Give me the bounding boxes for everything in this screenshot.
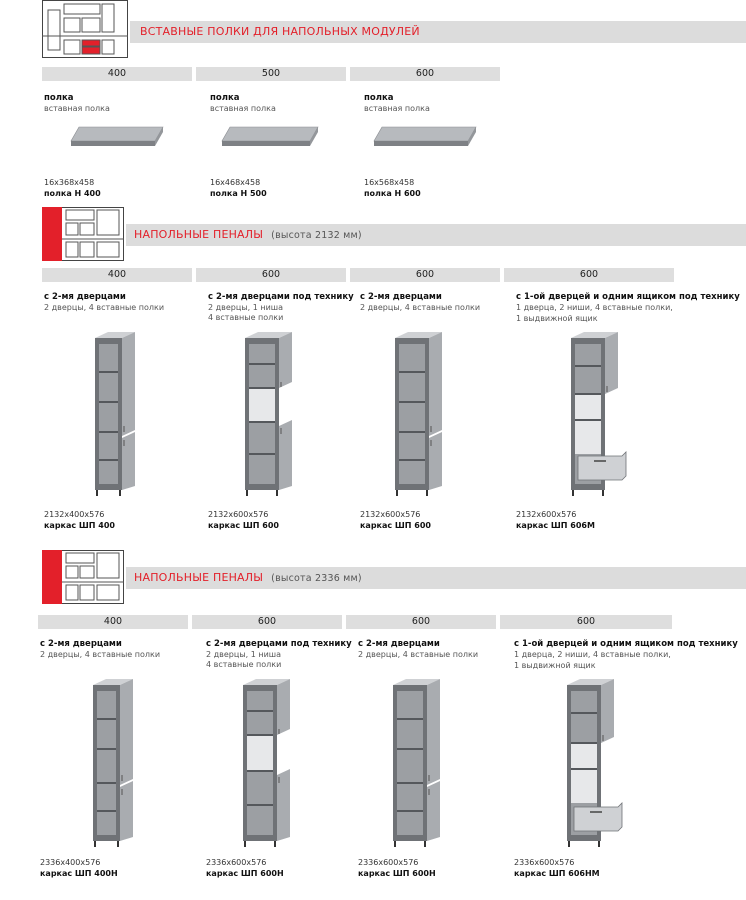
product-dimensions: 2132х600х576 [208, 510, 269, 519]
product-dimensions: 2132х400х576 [44, 510, 105, 519]
section-header [0, 550, 746, 608]
product-name: полка [210, 93, 240, 103]
width-header: 600 [504, 268, 674, 282]
product-code: каркас ШП 600Н [206, 869, 284, 878]
kitchen-thumbnail-icon [42, 550, 124, 604]
product-code: каркас ШП 600 [360, 521, 431, 530]
product-card [350, 67, 500, 202]
section-title: ВСТАВНЫЕ ПОЛКИ ДЛЯ НАПОЛЬНЫХ МОДУЛЕЙ [140, 25, 420, 38]
kitchen-thumbnail-icon [42, 0, 128, 58]
shelf-image [370, 125, 480, 155]
product-dimensions: 16х468х458 [210, 178, 261, 187]
product-card [38, 615, 188, 885]
product-code: каркас ШП 400 [44, 521, 115, 530]
product-name: с 2-мя дверцами под технику [206, 639, 352, 649]
product-name: полка [44, 93, 74, 103]
cabinet-two-doors-image [90, 330, 146, 498]
product-description: 2 дверцы, 1 ниша [206, 650, 282, 659]
product-description: 2 дверцы, 4 вставные полки [44, 303, 165, 312]
cabinet-appliance-niche-image [240, 330, 302, 498]
cabinet-two-doors-image [388, 677, 450, 849]
product-name: с 2-мя дверцами [360, 292, 442, 302]
width-header: 600 [500, 615, 672, 629]
product-description-line-2: 1 выдвижной ящик [516, 314, 598, 323]
section-header [0, 207, 746, 265]
product-dimensions: 2336х600х576 [358, 858, 419, 867]
product-dimensions: 2336х400х576 [40, 858, 101, 867]
width-header: 600 [346, 615, 496, 629]
width-header: 600 [196, 268, 346, 282]
section-subtitle: (высота 2336 мм) [271, 573, 362, 584]
product-card [196, 268, 354, 536]
product-description: вставная полка [364, 104, 430, 113]
product-card [42, 67, 192, 202]
width-header: 400 [42, 268, 192, 282]
product-description: 1 дверца, 2 ниши, 4 вставные полки, [514, 650, 671, 659]
product-dimensions: 2336х600х576 [206, 858, 267, 867]
cabinet-two-doors-image [88, 677, 144, 849]
product-description: 1 дверца, 2 ниши, 4 вставные полки, [516, 303, 673, 312]
product-dimensions: 2336х600х576 [514, 858, 575, 867]
product-card [504, 268, 740, 536]
section-title-band [126, 224, 746, 246]
product-card [42, 268, 192, 536]
section-shelves [0, 0, 746, 205]
product-description: 2 дверцы, 1 ниша [208, 303, 284, 312]
width-header: 400 [38, 615, 188, 629]
product-name: с 1-ой дверцей и одним ящиком под технику [514, 639, 738, 649]
section-title-band [126, 567, 746, 589]
product-name: полка [364, 93, 394, 103]
product-name: с 1-ой дверцей и одним ящиком под технику [516, 292, 740, 302]
product-dimensions: 2132х600х576 [516, 510, 577, 519]
shelf-image [67, 125, 167, 155]
section-header [0, 0, 746, 60]
width-header: 600 [350, 268, 500, 282]
cabinet-two-doors-image [390, 330, 452, 498]
width-header: 600 [192, 615, 342, 629]
product-dimensions: 16х568х458 [364, 178, 415, 187]
section-tall-2336 [0, 550, 746, 890]
product-description: 2 дверцы, 4 вставные полки [360, 303, 481, 312]
product-name: с 2-мя дверцами под технику [208, 292, 354, 302]
product-description-line-2: 4 вставные полки [208, 313, 284, 322]
product-description: 2 дверцы, 4 вставные полки [358, 650, 479, 659]
cabinet-drawer-appliance-image [566, 330, 632, 498]
product-code: каркас ШП 606НМ [514, 869, 600, 878]
width-header: 400 [42, 67, 192, 81]
kitchen-thumbnail-icon [42, 207, 124, 261]
product-name: с 2-мя дверцами [358, 639, 440, 649]
product-description-line-2: 4 вставные полки [206, 660, 282, 669]
shelf-image [218, 125, 322, 155]
product-card [196, 67, 346, 202]
section-tall-2132 [0, 207, 746, 537]
product-code: каркас ШП 600Н [358, 869, 436, 878]
product-description-line-2: 1 выдвижной ящик [514, 661, 596, 670]
product-code: каркас ШП 400Н [40, 869, 118, 878]
product-card [500, 615, 738, 885]
cabinet-appliance-niche-image [238, 677, 300, 849]
product-code: каркас ШП 600 [208, 521, 279, 530]
width-header: 500 [196, 67, 346, 81]
section-title: НАПОЛЬНЫЕ ПЕНАЛЫ [134, 571, 264, 584]
product-code: каркас ШП 606М [516, 521, 595, 530]
product-name: с 2-мя дверцами [44, 292, 126, 302]
section-title-band [130, 21, 746, 43]
product-name: с 2-мя дверцами [40, 639, 122, 649]
product-dimensions: 2132х600х576 [360, 510, 421, 519]
product-card [350, 268, 500, 536]
section-subtitle: (высота 2132 мм) [271, 230, 362, 241]
cabinet-drawer-appliance-image [562, 677, 628, 849]
width-header: 600 [350, 67, 500, 81]
product-description: 2 дверцы, 4 вставные полки [40, 650, 161, 659]
product-code: полка Н 400 [44, 189, 101, 198]
product-description: вставная полка [210, 104, 276, 113]
product-code: полка Н 500 [210, 189, 267, 198]
product-card [346, 615, 496, 885]
product-card [192, 615, 352, 885]
product-code: полка Н 600 [364, 189, 421, 198]
section-title: НАПОЛЬНЫЕ ПЕНАЛЫ [134, 228, 264, 241]
product-description: вставная полка [44, 104, 110, 113]
product-dimensions: 16х368х458 [44, 178, 95, 187]
